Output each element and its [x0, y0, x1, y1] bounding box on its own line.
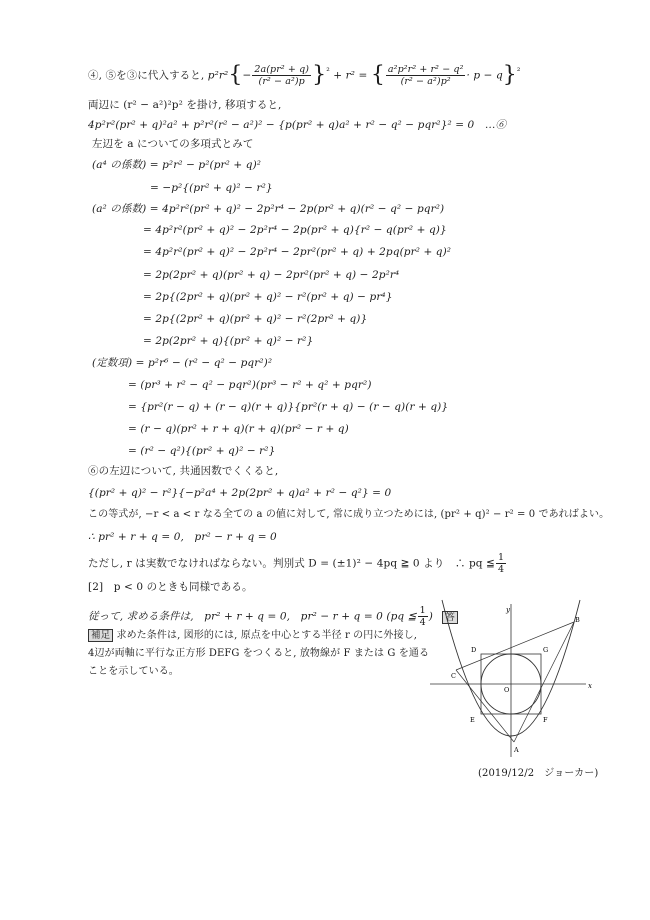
footer-date-author: (2019/12/2 ジョーカー): [478, 768, 599, 779]
plus-r-squared: + r² =: [333, 69, 368, 82]
common-factor-note: ⑥の左辺について, 共通因数でくくると,: [88, 465, 279, 477]
label-x: x: [588, 682, 592, 690]
a2-coeff-step-5: = 2p{(2pr² + q)(pr² + q)² − r²(2pr² + q)}: [143, 313, 368, 325]
supplement-text-1: 求めた条件は, 図形的には, 原点を中心とする半径 r の円に外接し,: [116, 630, 418, 641]
supplement-badge: 補足: [88, 629, 113, 642]
label-a: A: [514, 746, 519, 754]
supplement-line-1: [88, 629, 417, 643]
a4-coeff-result: = −p²{(pr² + q)² − r²}: [150, 182, 273, 194]
constant-step-1: = (pr³ + r² − q² − pqr²)(pr³ − r² + q² + pqr²): [128, 379, 372, 391]
tangent-line-ba: [514, 622, 574, 742]
factored-equation: {(pr² + q)² − r²}{−p²a⁴ + 2p(2pr² + q)a² + r² − q²} = 0: [88, 487, 392, 499]
label-b: B: [575, 616, 580, 624]
geometry-figure: [424, 592, 604, 762]
therefore-line: ∴ pr² + r + q = 0, pr² − r + q = 0: [88, 531, 277, 543]
header-equation-line: [88, 64, 521, 87]
rhs-fraction: [386, 64, 466, 87]
conclusion-text: 従って, 求める条件は, pr² + r + q = 0, pr² − r + q = 0: [88, 610, 383, 623]
lhs-square: ²: [326, 67, 330, 77]
label-o: O: [504, 686, 510, 694]
label-c: C: [451, 672, 456, 680]
discriminant-line: [88, 552, 507, 575]
rhs-square: ²: [516, 67, 521, 77]
supplement-line-3: ことを示している。: [88, 666, 179, 677]
a2-coeff-step-4: = 2p{(2pr² + q)(pr² + q)² − r²(pr² + q) − pr⁴}: [143, 291, 393, 303]
conclusion-numerator: 1: [419, 605, 426, 616]
quarter-numerator: 1: [497, 552, 505, 563]
a2-coeff-step-1: = 4p²r²(pr² + q)² − 2p²r⁴ − 2p(pr² + q){r² − q(pr² + q)}: [143, 224, 447, 236]
header-prefix: ④, ⑤を③に代入すると,: [88, 69, 205, 82]
multiply-line: 両辺に (r² − a²)²p² を掛け, 移項すると,: [88, 99, 282, 111]
constant-step-3: = (r − q)(pr² + r + q)(r + q)(pr² − r + q): [128, 423, 349, 435]
rhs-open-brace: {: [370, 62, 385, 88]
equation-6: 4p²r²(pr² + q)²a² + p²r²(r² − a²)² − {p(pr² + q)a² + r² − q² − pqr²}² = 0 …⑥: [88, 119, 507, 131]
label-e: E: [470, 716, 475, 724]
label-y: y: [506, 606, 510, 614]
condition-statement: この等式が, −r < a < r なる全ての a の値に対して, 常に成り立つためには, (pr² + q)² − r² = 0 であればよい。: [88, 509, 610, 520]
a2-coeff-step-6: = 2p(2pr² + q){(pr² + q)² − r²}: [143, 335, 314, 347]
lhs-fraction-numerator: 2a(pr² + q): [254, 64, 310, 75]
constant-step-4: = (r² − q²){(pr² + q)² − r²}: [128, 445, 276, 457]
conclusion-denominator: 4: [419, 617, 426, 628]
a2-coeff-line: (a² の係数) = 4p²r²(pr² + q)² − 2p²r⁴ − 2p(pr² + q)(r² − q² − pqr²): [92, 203, 445, 215]
lhs-close-brace: }: [312, 62, 327, 88]
a2-coeff-step-2: = 4p²r²(pr² + q)² − 2p²r⁴ − 2pr²(pr² + q) + 2pq(pr² + q)²: [143, 246, 452, 258]
a2-coeff-step-3: = 2p(2pr² + q)(pr² + q) − 2pr²(pr² + q) − 2p²r⁴: [143, 269, 400, 281]
discriminant-text: ただし, r は実数でなければならない。判別式 D = (±1)² − 4pq ≧ 0 より ∴ pq ≦: [88, 557, 495, 570]
label-f: F: [543, 716, 548, 724]
quarter-denominator: 4: [497, 564, 505, 575]
supplement-line-2: 4辺が両軸に平行な正方形 DEFG をつくると, 放物線が F または G を通る: [88, 648, 430, 659]
label-d: D: [471, 646, 477, 654]
tangent-line-ca: [456, 670, 514, 742]
constant-step-2: = {pr²(r − q) + (r − q)(r + q)}{pr²(r + q) − (r − q)(r + q)}: [128, 401, 449, 413]
lhs-fraction-denominator: (r² − a²)p: [258, 76, 305, 87]
polynomial-note: 左辺を a についての多項式とみて: [92, 138, 254, 150]
header-lhs-start: p²r²: [207, 69, 229, 82]
lhs-fraction: [252, 64, 311, 87]
rhs-close-brace: }: [502, 62, 517, 88]
lhs-open-brace: {: [228, 62, 243, 88]
conclusion-cond-open: (pq ≦: [386, 610, 417, 623]
rhs-fraction-numerator: a²p²r² + r² − q²: [387, 64, 464, 75]
rhs-fraction-denominator: (r² − a²)p²: [400, 76, 451, 87]
answer-mark: 答: [442, 611, 458, 624]
constant-term-line: (定数項) = p²r⁶ − (r² − q² − pqr²)²: [92, 357, 273, 369]
label-g: G: [543, 646, 549, 654]
lhs-minus: −: [242, 69, 252, 82]
conclusion-line: [88, 605, 458, 628]
conclusion-cond-close: ): [428, 610, 433, 623]
quarter-fraction: [496, 552, 506, 575]
case-2-line: [2] p < 0 のときも同様である。: [88, 581, 253, 593]
rhs-tail: · p − q: [466, 69, 503, 82]
a4-coeff-line: (a⁴ の係数) = p²r² − p²(pr² + q)²: [92, 159, 262, 171]
